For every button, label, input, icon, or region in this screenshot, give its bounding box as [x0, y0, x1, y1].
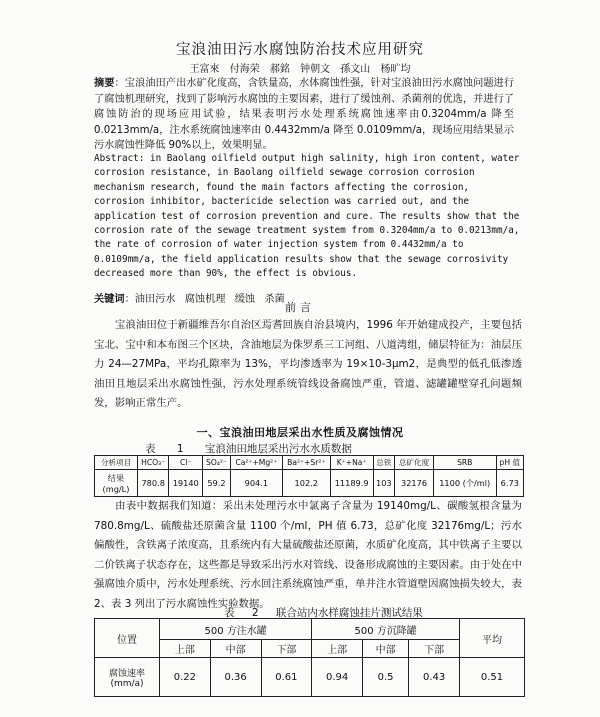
table-header-cell: HCO₃⁻	[138, 456, 169, 470]
body-paragraph	[94, 497, 522, 615]
body-paragraph-text: 由表中数据我们知道：采出未处理污水中氯离子含量为 19140mg/L、碳酸氢根含量为 780.8mg/L、硫酸盐还原菌含量 1100 个/ml，PH 值 6.73，总矿化度 32176mg/L；污水偏酸性，含铁离子浓度高，且系统内有大量硫酸盐还原菌，水质矿化度高，其中铁离子主要以二价铁离子状态存在，这些都是导致采出污水对管线、设备形成腐蚀的主要因素。由于处在中强腐蚀介质中，污水处理系统、污水回注系统腐蚀严重，单井注水管道壁因腐蚀损失较大，表 2、表 3 列出了污水腐蚀性实验数据。	[94, 500, 522, 610]
abstract-label: 摘要	[94, 78, 115, 89]
table-cell: 0.36	[210, 658, 261, 697]
table-header-cell: SO₄²⁻	[203, 456, 231, 470]
preface-heading: 前言	[285, 301, 315, 314]
table-header-cell: 500 方注水罐	[160, 619, 312, 640]
table-subheader-cell: 上部	[160, 640, 211, 658]
table-header-cell: Ca²⁺+Mg²⁺	[230, 456, 282, 470]
table-cell: 32176	[395, 470, 434, 497]
table-row-label: 结果 (mg/L)	[95, 470, 138, 497]
table-subheader-cell: 下部	[409, 640, 460, 658]
table-header-cell: pH 值	[496, 456, 523, 470]
paper-title: 宝浪油田污水腐蚀防治技术应用研究	[176, 42, 424, 58]
author-name: 孫文山	[340, 64, 371, 75]
table-1	[94, 455, 524, 497]
abstract-english: Abstract: in Baolang oilfield output high salinity, high iron content, water corrosion resistance, in Baolang oilfield sewage corrosion corrosion mechanism research, found the main factors affecting the corrosion, corrosion inhibitor, bactericide selection was carried out, and the application test of corrosion prevention and cure. The results show that the corrosion rate of the sewage treatment system from 0.3204mm/a to 0.0213mm/a, the rate of corrosion of water injection system from 0.4432mm/a to 0.0109mm/a, the field application results show that the sewage corrosivity decreased more than 90%, the effect is obvious.	[94, 153, 525, 280]
table-cell: 0.51	[460, 658, 525, 697]
table-row-label: 腐蚀速率 (mm/a)	[95, 658, 160, 697]
table-cell: 0.43	[409, 658, 460, 697]
table-1-caption	[145, 441, 352, 456]
table-cell: 1100 (个/ml)	[433, 470, 496, 497]
abstract-chinese	[94, 76, 514, 154]
table-cell: 0.22	[160, 658, 211, 697]
table-cell: 11189.9	[330, 470, 373, 497]
keywords-text: ：油田污水 腐蚀机理 缓蚀 杀菌	[124, 294, 285, 305]
table-cell: 59.2	[203, 470, 231, 497]
abstract-chinese-text: ：宝浪油田产出水矿化度高，含铁量高，水体腐蚀性强，针对宝浪油田污水腐蚀问题进行了腐蚀机理研究，找到了影响污水腐蚀的主要因素，进行了缓蚀剂、杀菌剂的优选，并进行了腐蚀防治的现场应用试验，结果表明污水处理系统腐蚀速率由0.3204mm/a 降至 0.0213mm/a，注水系统腐蚀速率由 0.4432mm/a 降至 0.0109mm/a，现场应用结果显示污水腐蚀性降低 90%以上，效果明显。	[94, 78, 515, 151]
keywords-label: 关键词	[94, 294, 125, 305]
table-header-cell: K⁺+Na⁺	[330, 456, 373, 470]
preface-paragraph	[94, 316, 522, 414]
author-name: 王富來	[189, 64, 220, 75]
author-name: 付海荣	[229, 64, 260, 75]
table-header-cell: SRB	[433, 456, 496, 470]
author-name: 郝銘	[269, 64, 290, 75]
preface-text: 宝浪油田位于新疆维吾尔自治区焉耆回族自治县境内，1996 年开始建成投产，主要包括宝北、宝中和本布图三个区块，含油地层为侏罗系三工河组、八道湾组，储层特征为：油层压力 24—27MPa，平均孔隙率为 13%，平均渗透率为 19×10-3μm2，是典型的低孔低渗透油田且地层采出水腐蚀性强，污水处理系统管线设备腐蚀严重，管道、滤罐罐壁穿孔问题频发，影响正常生产。	[94, 319, 522, 410]
table-1-title: 宝浪油田地层采出污水水质数据	[204, 443, 352, 455]
table-cell: 102.2	[282, 470, 330, 497]
table-2	[94, 618, 525, 697]
table-header-cell: Ba²⁺+Sr²⁺	[282, 456, 330, 470]
table-cell: 904.1	[230, 470, 282, 497]
table-subheader-cell: 下部	[261, 640, 312, 658]
table-row	[95, 619, 525, 640]
table-cell: 19140	[169, 470, 203, 497]
table-row	[95, 470, 524, 497]
table-2-number: 表 2	[224, 607, 259, 619]
author-list	[0, 60, 600, 75]
table-cell: 0.5	[363, 658, 409, 697]
table-subheader-cell: 中部	[210, 640, 261, 658]
table-subheader-cell: 中部	[363, 640, 409, 658]
table-cell: 0.94	[312, 658, 363, 697]
table-1-number: 表 1	[145, 443, 184, 455]
table-cell: 780.8	[138, 470, 169, 497]
table-header-cell: 总矿化度	[395, 456, 434, 470]
table-cell: 103	[373, 470, 395, 497]
table-header-cell: 位置	[95, 619, 160, 658]
table-subheader-cell: 上部	[312, 640, 363, 658]
table-header-cell: 总铁	[373, 456, 395, 470]
table-header-cell: 分析项目	[95, 456, 138, 470]
author-name: 钟朝文	[300, 64, 331, 75]
table-row	[95, 456, 524, 470]
table-cell: 6.73	[496, 470, 523, 497]
table-2-title: 联合站内水样腐蚀挂片测试结果	[275, 607, 423, 619]
table-header-cell: 平均	[460, 619, 525, 658]
table-header-cell: 500 方沉降罐	[312, 619, 460, 640]
table-cell: 0.61	[261, 658, 312, 697]
table-header-cell: Cl⁻	[169, 456, 203, 470]
table-row	[95, 658, 525, 697]
section-1-heading: 一、宝浪油田地层采出水性质及腐蚀情况	[196, 426, 404, 439]
author-name: 杨旷均	[380, 64, 411, 75]
